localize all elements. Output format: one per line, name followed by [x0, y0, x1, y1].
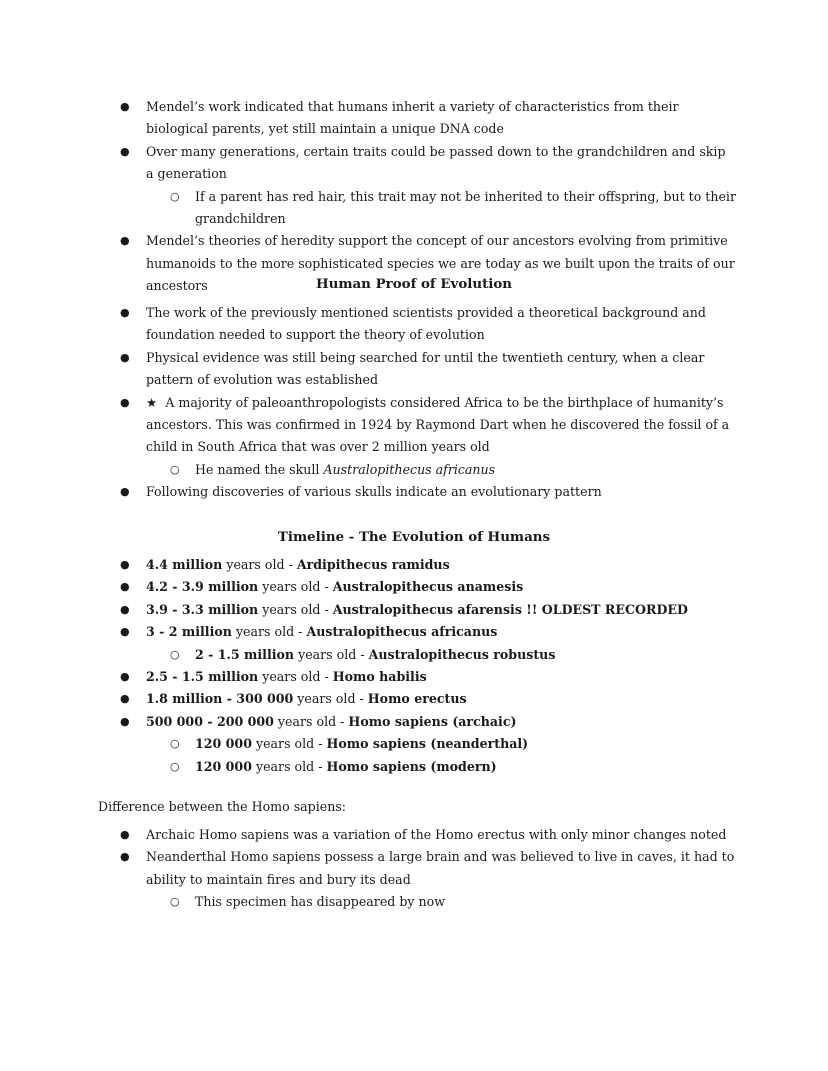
timeline-item: ○ 2 - 1.5 million years old - Australopithecus robustus	[0, 644, 740, 666]
timeline-age: 500 000 - 200 000	[146, 713, 274, 729]
timeline-species: Homo sapiens (neanderthal)	[326, 736, 529, 752]
timeline-age: 3 - 2 million	[146, 624, 232, 640]
difference-bullet-list	[0, 824, 828, 914]
list-item	[0, 392, 736, 459]
list-item: ● Mendel’s theories of heredity support the concept of our ancestors evolving from primitive humanoids to the more sophisticated species we are today as we built upon the traits of our ancestors	[0, 230, 736, 297]
list-item-text: A majority of paleoanthropologists considered Africa to be the birthplace of humanity’s ancestors. This was confirmed in 1924 by Raymond Dart when he discovered the fossil of a child in South Africa that was over 2 million years old	[146, 394, 730, 455]
star-icon: ★	[146, 394, 158, 410]
list-item: ● Mendel’s work indicated that humans inherit a variety of characteristics from their biological parents, yet still maintain a unique DNA code	[0, 96, 736, 141]
list-item	[0, 459, 740, 481]
timeline-item: ● 3 - 2 million years old - Australopithecus africanus	[0, 621, 736, 643]
list-item: ○ This specimen has disappeared by now	[0, 891, 740, 913]
timeline-age: 1.8 million - 300 000	[146, 691, 294, 707]
timeline-age: 4.4 million	[146, 557, 223, 572]
list-item-text: He named the skull	[195, 461, 320, 477]
list-item: ● The work of the previously mentioned scientists provided a theoretical background and foundation needed to support the theory of evolution	[0, 302, 736, 347]
timeline-species: Australopithecus africanus	[306, 624, 498, 640]
timeline-species: Homo sapiens (archaic)	[348, 713, 517, 729]
timeline-age: 2 - 1.5 million	[195, 646, 295, 662]
timeline-item: ● 500 000 - 200 000 years old - Homo sapiens (archaic)	[0, 711, 736, 733]
timeline-species: Homo habilis	[332, 669, 427, 685]
list-item: ● Neanderthal Homo sapiens possess a large brain and was believed to live in caves, it had to ability to maintain fires and bury its dead	[0, 846, 736, 891]
list-item: ● Following discoveries of various skulls indicate an evolutionary pattern	[0, 481, 736, 503]
section-heading-timeline: Timeline - The Evolution of Humans	[277, 529, 551, 545]
human-proof-bullet-list	[0, 302, 828, 504]
timeline-age: 2.5 - 1.5 million	[146, 669, 259, 685]
timeline-item: ● 4.4 million years old - Ardipithecus ramidus	[0, 554, 736, 576]
timeline-item: ○ 120 000 years old - Homo sapiens (neanderthal)	[0, 733, 740, 755]
timeline-item: ● 4.2 - 3.9 million years old - Australopithecus anamesis	[0, 576, 736, 598]
timeline-item: ○ 120 000 years old - Homo sapiens (modern)	[0, 756, 740, 778]
timeline-species: Australopithecus anamesis	[332, 579, 524, 595]
timeline-age: 120 000	[195, 736, 252, 752]
timeline-species: Australopithecus afarensis !! OLDEST RECORDED	[332, 601, 688, 617]
timeline-item: ● 1.8 million - 300 000 years old - Homo erectus	[0, 688, 736, 710]
section-heading-human-proof: Human Proof of Evolution	[315, 276, 513, 292]
timeline-species: Australopithecus robustus	[368, 646, 556, 662]
list-item: ● Archaic Homo sapiens was a variation of the Homo erectus with only minor changes noted	[0, 824, 736, 846]
timeline-age: 4.2 - 3.9 million	[146, 579, 259, 595]
difference-intro: Difference between the Homo sapiens:	[98, 799, 347, 814]
timeline-species: Ardipithecus ramidus	[296, 557, 450, 572]
timeline-age: 3.9 - 3.3 million	[146, 601, 259, 617]
list-item: ● Over many generations, certain traits could be passed down to the grandchildren and skip a generation	[0, 141, 736, 186]
list-item: ● Physical evidence was still being searched for until the twentieth century, when a clear pattern of evolution was established	[0, 347, 736, 392]
intro-bullet-list	[0, 96, 828, 298]
timeline-item: ● 3.9 - 3.3 million years old - Australopithecus afarensis !! OLDEST RECORDED	[0, 599, 736, 621]
list-item: ○ If a parent has red hair, this trait may not be inherited to their offspring, but to their grandchildren	[0, 186, 740, 231]
timeline-age: 120 000	[195, 758, 252, 774]
timeline-species: Homo sapiens (modern)	[326, 758, 497, 774]
timeline-list	[0, 554, 828, 778]
timeline-species: Homo erectus	[367, 691, 467, 707]
timeline-item: ● 2.5 - 1.5 million years old - Homo habilis	[0, 666, 736, 688]
species-name: Australopithecus africanus	[323, 461, 496, 477]
